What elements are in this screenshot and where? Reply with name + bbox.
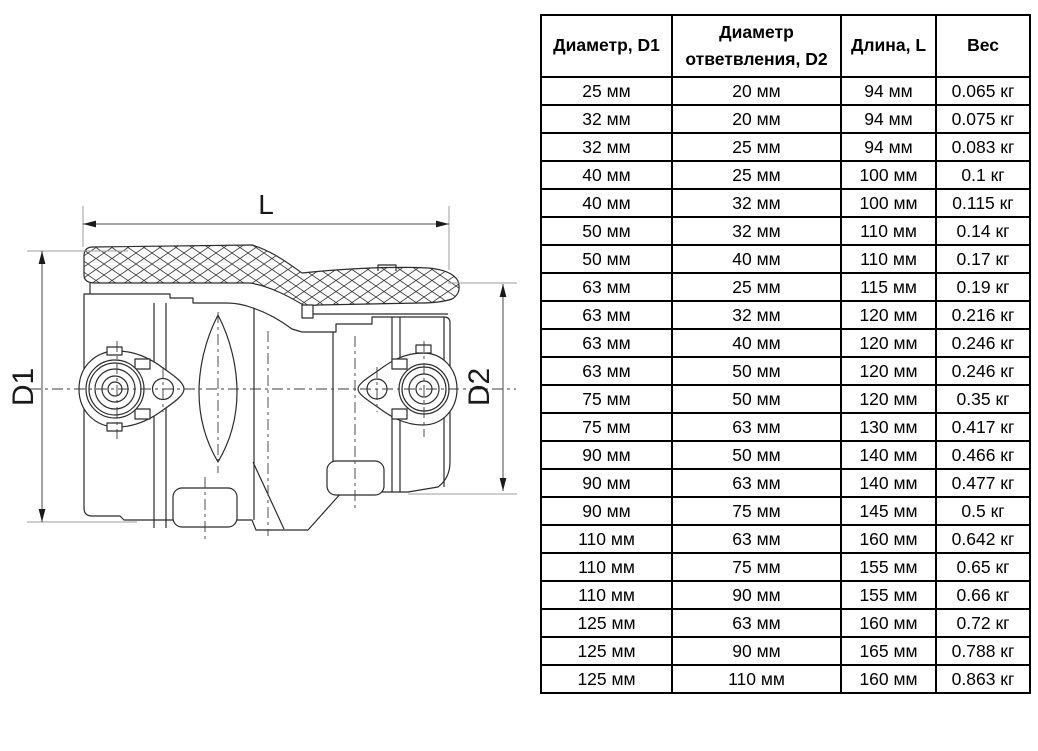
arrowhead	[436, 221, 449, 228]
table-cell: 0.477 кг	[936, 469, 1030, 497]
table-cell: 50 мм	[672, 385, 841, 413]
table-cell: 155 мм	[841, 581, 936, 609]
table-cell: 63 мм	[672, 469, 841, 497]
table-cell: 0.35 кг	[936, 385, 1030, 413]
spec-table-header	[541, 15, 1030, 77]
terminal-left-tab	[107, 423, 122, 431]
table-cell: 40 мм	[541, 161, 672, 189]
table-cell: 0.083 кг	[936, 133, 1030, 161]
table-cell: 0.466 кг	[936, 441, 1030, 469]
spec-table	[540, 14, 1031, 694]
terminal-right-tab	[392, 359, 407, 369]
table-cell: 25 мм	[672, 161, 841, 189]
table-cell: 63 мм	[541, 329, 672, 357]
table-cell: 0.216 кг	[936, 301, 1030, 329]
dimension-d1	[7, 251, 45, 522]
table-cell: 63 мм	[672, 525, 841, 553]
table-cell: 120 мм	[841, 301, 936, 329]
table-cell: 75 мм	[672, 553, 841, 581]
table-cell: 120 мм	[841, 385, 936, 413]
arrowhead	[39, 251, 46, 264]
table-cell: 110 мм	[672, 665, 841, 693]
table-cell: 50 мм	[672, 441, 841, 469]
table-cell: 40 мм	[672, 329, 841, 357]
table-row	[541, 301, 1030, 329]
table-cell: 40 мм	[672, 245, 841, 273]
band-latch	[302, 305, 313, 318]
table-cell: 0.642 кг	[936, 525, 1030, 553]
table-cell: 160 мм	[841, 609, 936, 637]
arrowhead	[39, 509, 46, 522]
table-cell: 90 мм	[541, 497, 672, 525]
table-row	[541, 357, 1030, 385]
table-cell: 63 мм	[672, 609, 841, 637]
table-cell: 90 мм	[541, 469, 672, 497]
table-cell: 63 мм	[672, 413, 841, 441]
column-header: Вес	[936, 15, 1030, 77]
table-cell: 0.788 кг	[936, 637, 1030, 665]
column-header: Длина, L	[841, 15, 936, 77]
table-row	[541, 161, 1030, 189]
table-row	[541, 497, 1030, 525]
dim-label-length: L	[258, 189, 274, 220]
table-cell: 145 мм	[841, 497, 936, 525]
terminal-left-tab	[107, 347, 122, 355]
table-cell: 110 мм	[841, 245, 936, 273]
table-cell: 32 мм	[541, 105, 672, 133]
table-cell: 125 мм	[541, 609, 672, 637]
table-cell: 25 мм	[672, 133, 841, 161]
table-cell: 0.66 кг	[936, 581, 1030, 609]
terminal-left-tab	[135, 359, 150, 369]
table-cell: 155 мм	[841, 553, 936, 581]
table-cell: 32 мм	[541, 133, 672, 161]
table-cell: 0.72 кг	[936, 609, 1030, 637]
table-cell: 110 мм	[841, 217, 936, 245]
table-cell: 20 мм	[672, 105, 841, 133]
table-cell: 160 мм	[841, 665, 936, 693]
table-cell: 63 мм	[541, 357, 672, 385]
table-cell: 120 мм	[841, 357, 936, 385]
terminal-right-tab	[392, 409, 407, 419]
arrowhead	[500, 284, 507, 297]
table-cell: 75 мм	[541, 385, 672, 413]
table-cell: 0.5 кг	[936, 497, 1030, 525]
table-cell: 0.075 кг	[936, 105, 1030, 133]
table-row	[541, 329, 1030, 357]
dim-label-d2: D2	[463, 367, 496, 407]
table-cell: 0.246 кг	[936, 329, 1030, 357]
table-cell: 90 мм	[672, 581, 841, 609]
table-cell: 110 мм	[541, 553, 672, 581]
terminal-right-tab	[416, 345, 431, 353]
table-cell: 165 мм	[841, 637, 936, 665]
dimension-length	[83, 189, 449, 227]
table-row	[541, 133, 1030, 161]
table-cell: 94 мм	[841, 133, 936, 161]
table-cell: 140 мм	[841, 441, 936, 469]
table-cell: 50 мм	[541, 217, 672, 245]
body-outline	[79, 245, 459, 530]
table-cell: 0.14 кг	[936, 217, 1030, 245]
arrowhead	[83, 221, 96, 228]
table-cell: 0.115 кг	[936, 189, 1030, 217]
table-cell: 125 мм	[541, 665, 672, 693]
table-cell: 0.19 кг	[936, 273, 1030, 301]
spec-table-body	[541, 77, 1030, 693]
table-row	[541, 385, 1030, 413]
arrowhead	[500, 478, 507, 491]
table-cell: 0.246 кг	[936, 357, 1030, 385]
table-cell: 94 мм	[841, 77, 936, 105]
table-cell: 32 мм	[672, 217, 841, 245]
table-row	[541, 665, 1030, 693]
table-row	[541, 217, 1030, 245]
spec-table-head-row	[541, 15, 1030, 77]
table-cell: 0.1 кг	[936, 161, 1030, 189]
table-row	[541, 525, 1030, 553]
table-cell: 50 мм	[541, 245, 672, 273]
table-cell: 0.17 кг	[936, 245, 1030, 273]
table-row	[541, 77, 1030, 105]
dim-label-d1: D1	[7, 367, 40, 407]
column-header: Диаметр, D1	[541, 15, 672, 77]
table-cell: 160 мм	[841, 525, 936, 553]
table-row	[541, 245, 1030, 273]
table-row	[541, 189, 1030, 217]
table-row	[541, 105, 1030, 133]
table-cell: 115 мм	[841, 273, 936, 301]
table-cell: 120 мм	[841, 329, 936, 357]
table-cell: 110 мм	[541, 581, 672, 609]
table-cell: 125 мм	[541, 637, 672, 665]
table-row	[541, 553, 1030, 581]
table-row	[541, 413, 1030, 441]
table-cell: 75 мм	[541, 413, 672, 441]
terminal-left-tab	[135, 409, 150, 419]
table-cell: 94 мм	[841, 105, 936, 133]
table-cell: 0.065 кг	[936, 77, 1030, 105]
table-cell: 100 мм	[841, 161, 936, 189]
table-row	[541, 581, 1030, 609]
table-row	[541, 637, 1030, 665]
table-cell: 32 мм	[672, 189, 841, 217]
table-cell: 140 мм	[841, 469, 936, 497]
table-cell: 90 мм	[672, 637, 841, 665]
table-cell: 130 мм	[841, 413, 936, 441]
table-cell: 20 мм	[672, 77, 841, 105]
table-cell: 63 мм	[541, 273, 672, 301]
table-cell: 0.417 кг	[936, 413, 1030, 441]
table-cell: 0.863 кг	[936, 665, 1030, 693]
table-cell: 25 мм	[541, 77, 672, 105]
table-cell: 0.65 кг	[936, 553, 1030, 581]
table-cell: 63 мм	[541, 301, 672, 329]
table-cell: 110 мм	[541, 525, 672, 553]
dimension-d2	[463, 284, 506, 491]
table-cell: 75 мм	[672, 497, 841, 525]
table-row	[541, 441, 1030, 469]
table-cell: 25 мм	[672, 273, 841, 301]
table-cell: 32 мм	[672, 301, 841, 329]
column-header: Диаметр ответвления, D2	[672, 15, 841, 77]
table-cell: 90 мм	[541, 441, 672, 469]
table-cell: 40 мм	[541, 189, 672, 217]
bottom-tab-right	[327, 461, 384, 495]
table-row	[541, 609, 1030, 637]
table-row	[541, 469, 1030, 497]
table-row	[541, 273, 1030, 301]
table-cell: 50 мм	[672, 357, 841, 385]
table-cell: 100 мм	[841, 189, 936, 217]
